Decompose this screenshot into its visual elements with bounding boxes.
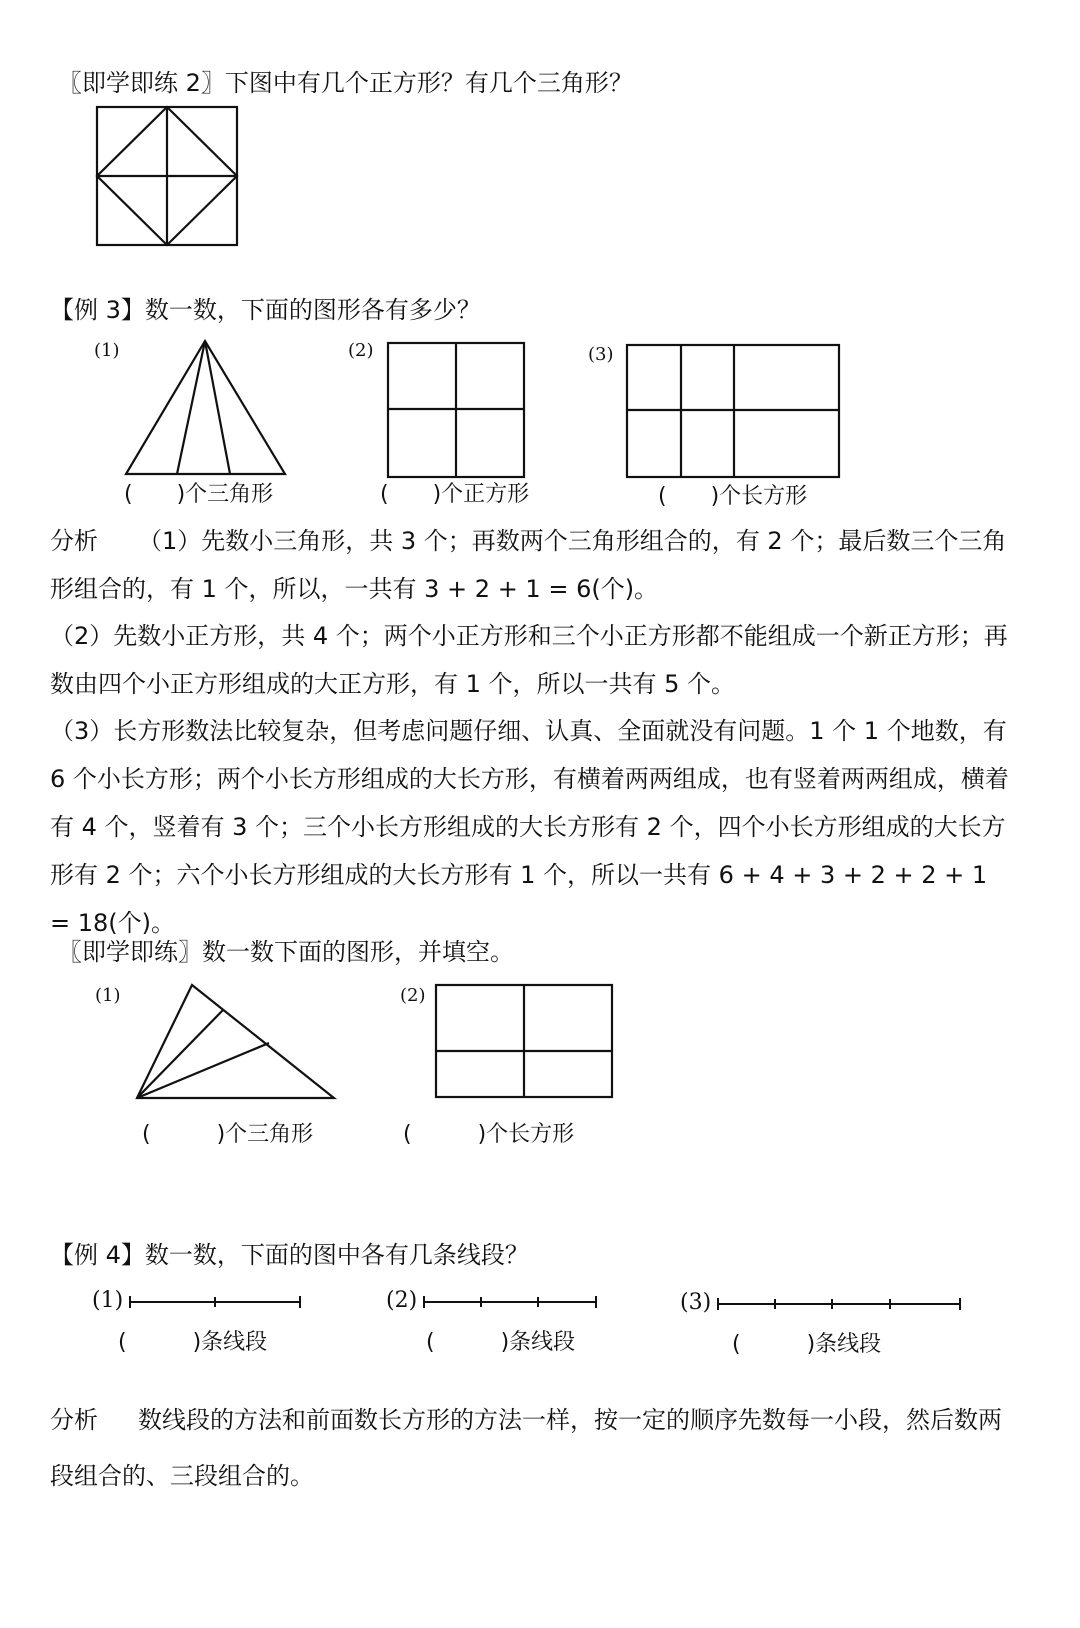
- rectangle-grid-figure: [626, 344, 840, 478]
- square-diamond-figure: [96, 106, 238, 246]
- practice-rectangle-grid-figure: [435, 984, 613, 1098]
- analysis4-para: 分析 数线段的方法和前面数长方形的方法一样，按一定的顺序先数每一小段，然后数两段组合的、三段组合的。: [50, 1406, 1002, 1490]
- segment-line-3: [716, 1292, 962, 1312]
- analysis3-para2: （2）先数小正方形，共 4 个；两个小正方形和三个小正方形都不能组成一个新正方形；再数由四个小正方形组成的大正方形，有 1 个，所以一共有 5 个。: [50, 622, 1008, 698]
- example4-fig2-blank: ( )条线段: [426, 1330, 576, 1355]
- practice-fig1-blank: ( )个三角形: [142, 1122, 314, 1147]
- practice-fig1-label: (1): [95, 985, 121, 1006]
- segment-line-1: [128, 1290, 302, 1310]
- analysis3-tag: 分析: [50, 527, 98, 555]
- example4-fig2-label: (2): [386, 1288, 418, 1313]
- practice-fig2-blank: ( )个长方形: [403, 1122, 575, 1147]
- practice-fig2-label: (2): [400, 985, 426, 1006]
- example4-fig3-blank: ( )条线段: [732, 1332, 882, 1357]
- practice-heading: 〖即学即练〗数一数下面的图形，并填空。: [58, 938, 514, 966]
- example4-fig1-blank: ( )条线段: [118, 1330, 268, 1355]
- example4-fig3-label: (3): [680, 1290, 712, 1315]
- example3-fig2-blank: ( )个正方形: [380, 482, 530, 507]
- example4-fig1-label: (1): [92, 1288, 124, 1313]
- analysis4-tag: 分析: [50, 1406, 98, 1434]
- example3-fig1-blank: ( )个三角形: [124, 482, 274, 507]
- oblique-triangle-figure: [136, 984, 336, 1100]
- example3-heading: 【例 3】数一数，下面的图形各有多少？: [50, 296, 481, 324]
- example4-heading: 【例 4】数一数，下面的图中各有几条线段？: [50, 1241, 529, 1269]
- example3-fig2-label: (2): [348, 340, 374, 361]
- square-grid-figure: [387, 342, 525, 478]
- analysis3-para3: （3）长方形数法比较复杂，但考虑问题仔细、认真、全面就没有问题。1 个 1 个地数，有 6 个小长方形；两个小长方形组成的大长方形，有横着两两组成，也有竖着两两组成，横着有 4 个，竖着有 3 个；三个小长方形组成的大长方形有 2 个，四个小长方形组成的大长方形有 2 个；六个小长方形组成的大长方形有 1 个，所以一共有 6 + 4 + 3 + 2 + 2 + 1 = 18(个)。: [50, 717, 1009, 937]
- triangle-fan-figure: [125, 340, 287, 476]
- example3-fig1-label: (1): [94, 340, 120, 361]
- example3-fig3-blank: ( )个长方形: [658, 484, 808, 509]
- analysis3-para1: 分析 （1）先数小三角形，共 3 个；再数两个三角形组合的，有 2 个；最后数三个三角形组合的，有 1 个，所以，一共有 3 + 2 + 1 = 6(个)。: [50, 527, 1007, 603]
- example3-fig3-label: (3): [588, 344, 614, 365]
- practice2-heading: 〖即学即练 2〗下图中有几个正方形？有几个三角形？: [58, 69, 633, 97]
- segment-line-2: [422, 1290, 598, 1310]
